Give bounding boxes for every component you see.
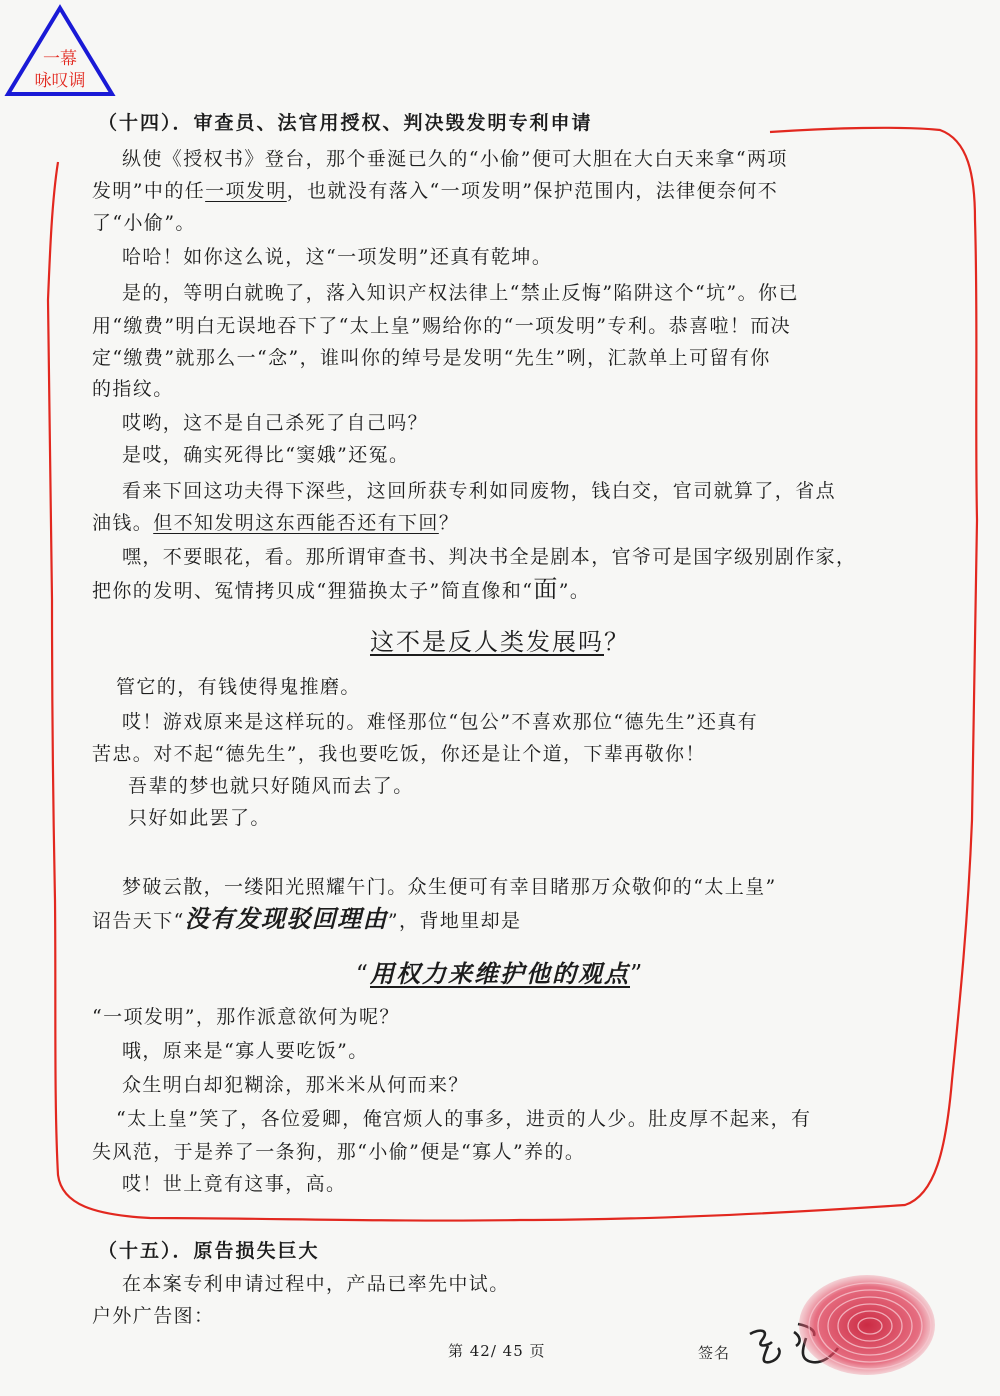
text-span: 油钱。	[92, 512, 154, 534]
paragraph-line: 户外广告图：	[92, 1305, 215, 1327]
underlined-text: 一项发明	[205, 180, 287, 202]
title-punctuation: “	[355, 960, 370, 988]
signature-label: 签名	[698, 1344, 731, 1362]
title-punctuation: ”	[630, 960, 645, 988]
paragraph-line	[92, 178, 778, 204]
paragraph-line	[92, 576, 590, 604]
paragraph-line: 苦忠。对不起“德先生”，我也要吃饭，你还是让个道，下辈再敬你！	[92, 743, 706, 765]
badge-text-line2: 咏叹调	[34, 71, 86, 91]
paragraph-line: 了“小偷”。	[92, 212, 196, 234]
paragraph-line: 嘿，不要眼花，看。那所谓审查书、判决书全是剧本，官爷可是国字级别剧作家，	[122, 546, 857, 568]
page-number: 第 42/ 45 页	[448, 1342, 546, 1360]
text-span: ”，背地里却是	[387, 910, 522, 932]
underlined-text: 但不知发明这东西能否还有下回	[153, 512, 439, 534]
paragraph-line: 只好如此罢了。	[128, 807, 271, 829]
paragraph-line: 梦破云散，一缕阳光照耀午门。众生便可有幸目睹那万众敬仰的“太上皇”	[122, 876, 777, 898]
centered-title-2	[0, 954, 1000, 989]
paragraph-line: 哈哈！如你这么说，这“一项发明”还真有乾坤。	[122, 246, 553, 268]
paragraph-line: 定“缴费”就那么一“念”，谁叫你的绰号是发明“先生”咧，汇款单上可留有你	[92, 347, 771, 369]
paragraph-line: 哎哟，这不是自己杀死了自己吗？	[122, 412, 429, 434]
emphasized-phrase: 没有发现驳回理由	[184, 904, 388, 933]
text-span: 把你的发明、冤情拷贝成“狸猫换太子”简直像和“	[92, 580, 534, 602]
paragraph-line: 失风范，于是养了一条狗，那“小偷”便是“寡人”养的。	[92, 1141, 586, 1163]
fingerprint-icon	[792, 1268, 942, 1383]
emphasized-char: 面	[533, 575, 559, 603]
underlined-title: 用权力来维护他的观点	[370, 959, 630, 988]
text-span: ，也就没有落入“一项发明”保护范围内，法律便奈何不	[286, 180, 779, 202]
centered-title-1	[0, 622, 1000, 657]
paragraph-line: 是哎，确实死得比“窦娥”还冤。	[122, 444, 410, 466]
paragraph-line: 看来下回这功夫得下深些，这回所获专利如同废物，钱白交，官司就算了，省点	[122, 480, 837, 502]
text-span: 发明”中的任	[92, 180, 206, 202]
text-span: ”。	[558, 580, 591, 602]
underlined-title: 这不是反人类发展吗	[370, 628, 604, 656]
title-punctuation: ？	[604, 628, 630, 656]
paragraph-line: 哦，原来是“寡人要吃饭”。	[122, 1040, 369, 1062]
paragraph-line: 在本案专利申请过程中，产品已率先中试。	[122, 1273, 510, 1295]
text-span: 诏告天下“	[92, 910, 185, 932]
paragraph-line: “一项发明”，那作派意欲何为呢？	[92, 1006, 400, 1028]
paragraph-line: 的指纹。	[92, 378, 174, 400]
text-span: ？	[438, 512, 460, 534]
paragraph-line: 管它的，有钱使得鬼推磨。	[116, 676, 361, 698]
paragraph-line: 哎！游戏原来是这样玩的。难怪那位“包公”不喜欢那位“德先生”还真有	[122, 711, 759, 733]
section-15-heading: （十五）．原告损失巨大	[98, 1240, 320, 1262]
paragraph-line: 用“缴费”明白无误地吞下了“太上皇”赐给你的“一项发明”专利。恭喜啦！而决	[92, 315, 792, 337]
paragraph-line: 纵使《授权书》登台，那个垂涎已久的“小偷”便可大胆在大白天来拿“两项	[122, 148, 788, 170]
paragraph-line: 吾辈的梦也就只好随风而去了。	[128, 775, 414, 797]
paragraph-line: 是的，等明白就晚了，落入知识产权法律上“禁止反悔”陷阱这个“坑”。你已	[122, 282, 799, 304]
paragraph-line	[92, 906, 521, 934]
paragraph-line: “太上皇”笑了，各位爱卿，俺宫烦人的事多，进贡的人少。肚皮厚不起来，有	[116, 1108, 812, 1130]
paragraph-line: 哎！世上竟有这事，高。	[122, 1173, 347, 1195]
paragraph-line	[92, 510, 459, 536]
paragraph-line: 众生明白却犯糊涂，那米米从何而来？	[122, 1074, 469, 1096]
section-14-heading: （十四）．审查员、法官用授权、判决毁发明专利申请	[98, 112, 593, 134]
badge-text-line1: 一幕	[43, 49, 77, 69]
